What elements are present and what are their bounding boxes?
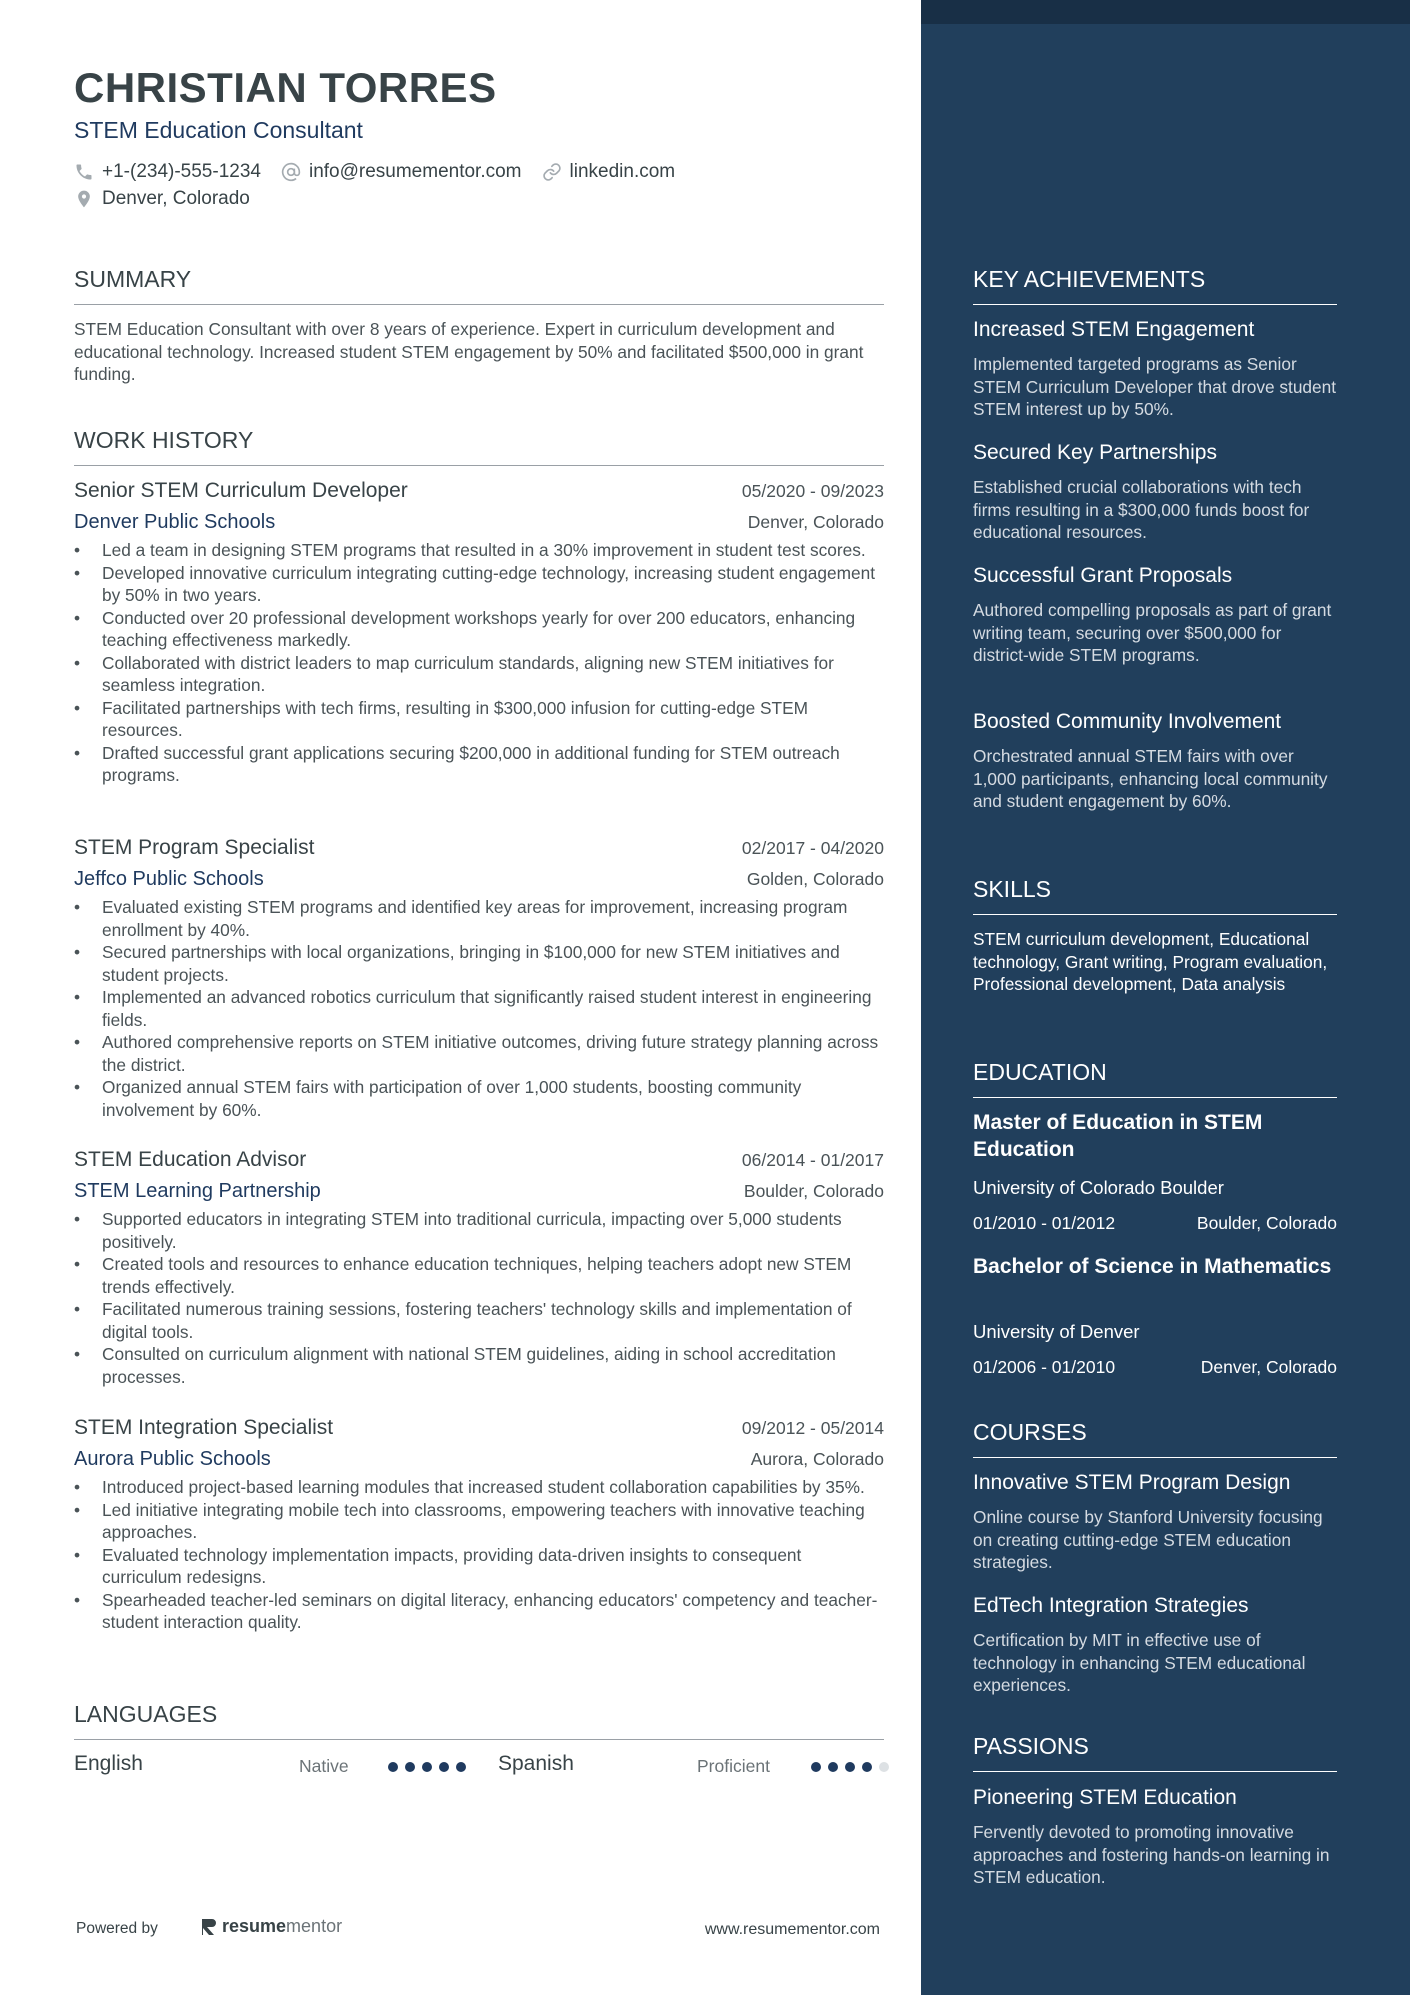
rating-dot-filled xyxy=(388,1762,398,1772)
job-title: Senior STEM Curriculum Developer xyxy=(74,479,408,502)
achievement-text: Orchestrated annual STEM fairs with over 1,000 participants, enhancing local community and student engagement by 60%. xyxy=(973,746,1328,811)
job-bullet: • Supported educators in integrating STEM into traditional curricula, impacting over 5,000 students positively. xyxy=(74,1208,884,1253)
job-entry xyxy=(74,1148,884,1388)
job-bullet: • Drafted successful grant applications securing $200,000 in additional funding for STEM outreach programs. xyxy=(74,742,884,787)
achievement-title: Boosted Community Involvement xyxy=(973,710,1282,733)
job-bullet: • Conducted over 20 professional development workshops yearly for over 200 educators, enhancing teaching effectiveness markedly. xyxy=(74,607,884,652)
job-location: Denver, Colorado xyxy=(747,512,884,532)
language-name: English xyxy=(74,1752,143,1775)
languages-heading: LANGUAGES xyxy=(74,1701,884,1740)
education-dates: 01/2010 - 01/2012 xyxy=(973,1213,1116,1233)
rating-dot-filled xyxy=(811,1762,821,1772)
resumementor-logo[interactable] xyxy=(200,1916,342,1937)
job-company: Jeffco Public Schools xyxy=(74,868,264,890)
email-text: info@resumementor.com xyxy=(308,161,522,182)
job-bullet: • Facilitated partnerships with tech firms, resulting in $300,000 infusion for cutting-edge STEM resources. xyxy=(74,697,884,742)
education-dates: 01/2006 - 01/2010 xyxy=(973,1357,1116,1377)
candidate-name: CHRISTIAN TORRES xyxy=(74,64,497,111)
education-location: Boulder, Colorado xyxy=(1196,1213,1337,1233)
job-bullet: • Led a team in designing STEM programs that resulted in a 30% improvement in student test scores. xyxy=(74,539,884,562)
contact-phone[interactable] xyxy=(74,161,261,183)
job-dates: 02/2017 - 04/2020 xyxy=(741,838,884,858)
job-bullet: • Consulted on curriculum alignment with national STEM guidelines, aiding in school accreditation processes. xyxy=(74,1343,884,1388)
work-history-heading: WORK HISTORY xyxy=(74,427,884,466)
rating-dot-empty xyxy=(879,1762,889,1772)
phone-icon xyxy=(74,162,94,182)
courses-heading: COURSES xyxy=(973,1419,1337,1458)
course-text: Certification by MIT in effective use of technology in enhancing STEM educational experiences. xyxy=(973,1630,1306,1695)
job-bullet: • Secured partnerships with local organizations, bringing in $100,000 for new STEM initiatives and student projects. xyxy=(74,941,884,986)
location-text: Denver, Colorado xyxy=(102,188,250,209)
achievement-title: Increased STEM Engagement xyxy=(973,318,1255,341)
job-bullet: • Created tools and resources to enhance education techniques, helping teachers adopt new STEM trends effectively. xyxy=(74,1253,884,1298)
skills-heading: SKILLS xyxy=(973,876,1337,915)
contact-linkedin[interactable] xyxy=(542,161,676,183)
education-degree: Bachelor of Science in Mathematics xyxy=(973,1255,1332,1278)
course-title: EdTech Integration Strategies xyxy=(973,1594,1249,1617)
job-dates: 06/2014 - 01/2017 xyxy=(741,1150,884,1170)
job-company: STEM Learning Partnership xyxy=(74,1180,321,1202)
passion-text: Fervently devoted to promoting innovative approaches and fostering hands-on learning in STEM education. xyxy=(973,1822,1330,1887)
sidebar-top-band xyxy=(921,0,1410,24)
achievement-title: Successful Grant Proposals xyxy=(973,564,1233,587)
job-entry xyxy=(74,1416,884,1634)
job-bullet: • Developed innovative curriculum integrating cutting-edge technology, increasing student engagement by 50% in two years. xyxy=(74,562,884,607)
website-link[interactable]: www.resumementor.com xyxy=(704,1921,880,1938)
rating-dot-filled xyxy=(405,1762,415,1772)
language-name: Spanish xyxy=(498,1752,574,1775)
language-level: Proficient xyxy=(697,1756,770,1776)
job-bullet: • Authored comprehensive reports on STEM initiative outcomes, driving future strategy planning across the district. xyxy=(74,1031,884,1076)
course-text: Online course by Stanford University focusing on creating cutting-edge STEM education strategies. xyxy=(973,1507,1323,1572)
job-bullet: • Spearheaded teacher-led seminars on digital literacy, enhancing educators' competency and teacher-student interaction quality. xyxy=(74,1589,884,1634)
passion-title: Pioneering STEM Education xyxy=(973,1786,1237,1809)
footer xyxy=(76,1916,880,1946)
at-sign-icon xyxy=(281,162,301,182)
rating-dot-filled xyxy=(845,1762,855,1772)
achievement-text: Authored compelling proposals as part of grant writing team, securing over $500,000 for district-wide STEM programs. xyxy=(973,600,1332,665)
logo-text-bold: resume xyxy=(222,1916,287,1936)
language-rating xyxy=(811,1762,896,1772)
achievement-text: Implemented targeted programs as Senior STEM Curriculum Developer that drove student STEM interest up by 50%. xyxy=(973,354,1337,419)
job-location: Golden, Colorado xyxy=(746,869,884,889)
rating-dot-filled xyxy=(828,1762,838,1772)
rating-dot-filled xyxy=(456,1762,466,1772)
passions-heading: PASSIONS xyxy=(973,1733,1337,1772)
education-school: University of Colorado Boulder xyxy=(973,1177,1224,1198)
job-dates: 05/2020 - 09/2023 xyxy=(741,481,884,501)
job-bullets xyxy=(74,1476,884,1634)
rating-dot-filled xyxy=(422,1762,432,1772)
languages-list xyxy=(74,1752,884,1782)
job-bullet: • Implemented an advanced robotics curriculum that significantly raised student interest in engineering fields. xyxy=(74,986,884,1031)
language-level: Native xyxy=(299,1756,349,1776)
education-location: Denver, Colorado xyxy=(1200,1357,1337,1377)
contact-line-1 xyxy=(74,161,695,183)
contact-email[interactable] xyxy=(281,161,522,183)
summary-heading: SUMMARY xyxy=(74,266,884,305)
job-bullets xyxy=(74,539,884,787)
course-title: Innovative STEM Program Design xyxy=(973,1471,1291,1494)
skills-text: STEM curriculum development, Educational technology, Grant writing, Program evaluation, Professional development, Data analysis xyxy=(973,929,1328,994)
education-dates-row xyxy=(973,1213,1337,1234)
job-title: STEM Education Advisor xyxy=(74,1148,307,1171)
summary-text: STEM Education Consultant with over 8 years of experience. Expert in curriculum development and educational technology. Increased student STEM engagement by 50% and facilitated $500,000 in grant funding. xyxy=(74,319,864,384)
contact-line-2 xyxy=(74,188,270,210)
job-title: STEM Program Specialist xyxy=(74,836,315,859)
job-dates: 09/2012 - 05/2014 xyxy=(741,1418,884,1438)
job-bullet: • Evaluated existing STEM programs and identified key areas for improvement, increasing program enrollment by 40%. xyxy=(74,896,884,941)
achievement-title: Secured Key Partnerships xyxy=(973,441,1217,464)
job-company: Aurora Public Schools xyxy=(74,1448,271,1470)
linkedin-text: linkedin.com xyxy=(569,161,676,182)
sidebar xyxy=(921,0,1410,1995)
job-title: STEM Integration Specialist xyxy=(74,1416,334,1439)
job-location: Aurora, Colorado xyxy=(750,1449,884,1469)
location-pin-icon xyxy=(74,189,94,209)
logo-text-light: mentor xyxy=(286,1916,343,1936)
contact-location xyxy=(74,188,250,210)
job-location: Boulder, Colorado xyxy=(743,1181,884,1201)
job-bullet: • Introduced project-based learning modules that increased student collaboration capabilities by 35%. xyxy=(74,1476,884,1499)
job-company: Denver Public Schools xyxy=(74,511,276,533)
rating-dot-filled xyxy=(439,1762,449,1772)
job-bullet: • Facilitated numerous training sessions, fostering teachers' technology skills and implementation of digital tools. xyxy=(74,1298,884,1343)
resumementor-logo-icon xyxy=(200,1917,218,1937)
candidate-title: STEM Education Consultant xyxy=(74,117,363,143)
powered-by-label: Powered by xyxy=(76,1920,158,1937)
link-icon xyxy=(542,162,562,182)
job-bullet: • Led initiative integrating mobile tech into classrooms, empowering teachers with innovative teaching approaches. xyxy=(74,1499,884,1544)
job-entry xyxy=(74,836,884,1121)
education-degree: Master of Education in STEM Education xyxy=(973,1111,1263,1161)
achievements-heading: KEY ACHIEVEMENTS xyxy=(973,266,1337,305)
language-rating xyxy=(388,1762,473,1772)
job-entry xyxy=(74,479,884,787)
job-bullet: • Evaluated technology implementation impacts, providing data-driven insights to consequent curriculum redesigns. xyxy=(74,1544,884,1589)
job-bullet: • Collaborated with district leaders to map curriculum standards, aligning new STEM initiatives for seamless integration. xyxy=(74,652,884,697)
job-bullet: • Organized annual STEM fairs with participation of over 1,000 students, boosting community involvement by 60%. xyxy=(74,1076,884,1121)
education-heading: EDUCATION xyxy=(973,1059,1337,1098)
education-dates-row xyxy=(973,1357,1337,1378)
achievement-text: Established crucial collaborations with tech firms resulting in a $300,000 funds boost for educational resources. xyxy=(973,477,1310,542)
job-bullets xyxy=(74,1208,884,1388)
job-bullets xyxy=(74,896,884,1121)
phone-text: +1-(234)-555-1234 xyxy=(102,161,261,182)
rating-dot-filled xyxy=(862,1762,872,1772)
education-school: University of Denver xyxy=(973,1321,1140,1342)
